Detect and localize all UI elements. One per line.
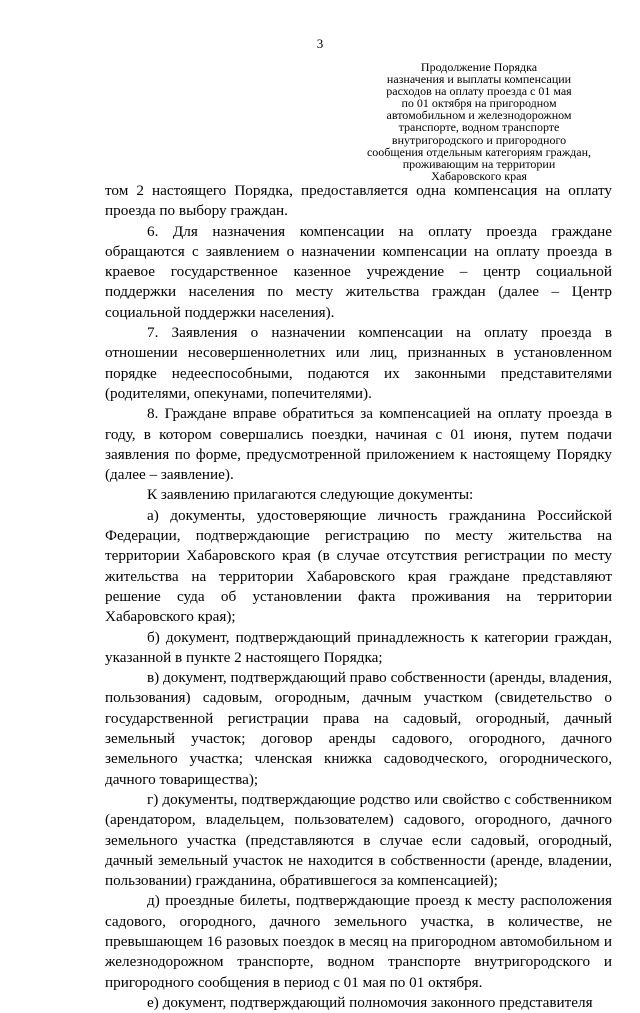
header-line: проживающим на территории	[402, 156, 556, 171]
paragraph: а) документы, удостоверяющие личность гражданина Российской Федерации, подтверждающие регистрацию по месту жительства на территории Хабаровского края (в случае отсутствия регистрации по месту жительства на территории Хабаровского края граждане представляют решение суда об установлении факта проживания на территории Хабаровского края);	[105, 506, 612, 626]
header-line: Хабаровского края	[431, 168, 527, 183]
header-line: автомобильном и железнодорожном	[386, 108, 572, 123]
paragraph: том 2 настоящего Порядка, предоставляется одна компенсация на оплату проезда по выбору граждан.	[105, 182, 612, 220]
paragraph: в) документ, подтверждающий право собственности (аренды, владения, пользования) садовым, огородным, дачным участком (свидетельство о государственной регистрации права на садовый, огородный, дачный земельный участок; договор аренды садового, огородного, дачного земельного участка; членская книжка садоводческого, огороднического, дачного товарищества);	[105, 669, 612, 788]
page-number: 3	[316, 36, 324, 51]
header-line: сообщения отдельным категориям граждан,	[366, 144, 592, 159]
paragraph: К заявлению прилагаются следующие документы:	[147, 486, 474, 504]
paragraph: д) проездные билеты, подтверждающие проезд к месту расположения садового, огородного, дачного земельного участка, в количестве, не превышающем 16 разовых поездок в месяц на пригородном автомобильном и железнодорожном транспорте, водном транспорте внутригородского и пригородного сообщения в период с 01 мая по 01 октября.	[105, 892, 612, 991]
body-text	[105, 181, 612, 1013]
header-line: расходов на оплату проезда с 01 мая	[386, 84, 572, 99]
header-line: назначения и выплаты компенсации	[386, 72, 572, 87]
paragraph: 8. Граждане вправе обратиться за компенсацией на оплату проезда в году, в котором совершались поездки, начиная с 01 июня, путем подачи заявления по форме, предусмотренной приложением к настоящему Порядку (далее – заявление).	[105, 405, 612, 484]
header-line: по 01 октября на пригородном	[401, 96, 557, 111]
paragraph: б) документ, подтверждающий принадлежность к категории граждан, указанной в пункте 2 настоящего Порядка;	[105, 628, 612, 666]
header-line: внутригородского и пригородного	[391, 132, 567, 147]
paragraph: 7. Заявления о назначении компенсации на оплату проезда в отношении несовершеннолетних или лиц, признанных в установленном порядке недееспособными, подаются их законными представителями (родителями, опекунами, попечителями).	[105, 324, 612, 402]
paragraph: г) документы, подтверждающие родство или свойство с собственником (арендатором, владельцем, пользователем) садового, огородного, дачного земельного участка (представляются в случае если садовый, огородный, дачный земельный участок не находится в собственности (аренде, владении, пользовании) гражданина, обратившегося за компенсацией);	[105, 790, 612, 890]
header-line: транспорте, водном транспорте	[398, 120, 560, 135]
paragraph: 6. Для назначения компенсации на оплату проезда граждане обращаются с заявлением о назначении компенсации на оплату проезда в краевое государственное казенное учреждение – центр социальной поддержки населения по месту жительства граждан (далее – Центр социальной поддержки населения).	[105, 222, 612, 321]
paragraph: е) документ, подтверждающий полномочия законного представителя	[147, 993, 593, 1011]
header-line: Продолжение Порядка	[420, 60, 538, 74]
header-block	[354, 61, 604, 182]
